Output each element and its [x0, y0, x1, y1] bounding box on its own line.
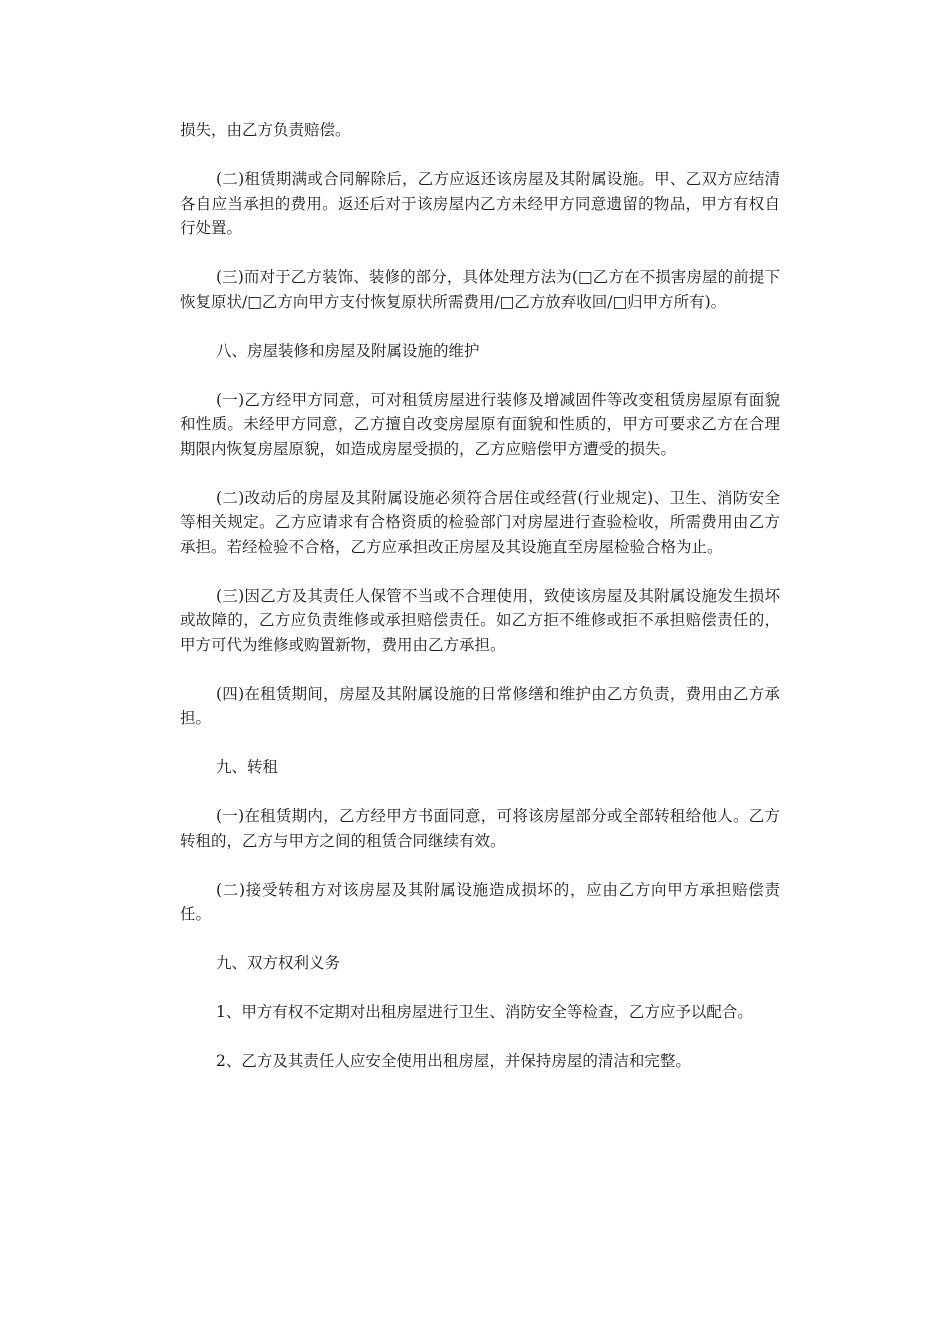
- document-body: [180, 118, 780, 1098]
- clause-paragraph: (二)租赁期满或合同解除后，乙方应返还该房屋及其附属设施。甲、乙双方应结清各自应当承担的费用。返还后对于该房屋内乙方未经甲方同意遗留的物品，甲方有权自行处置。: [180, 170, 780, 237]
- clause-paragraph: (三)因乙方及其责任人保管不当或不合理使用，致使该房屋及其附属设施发生损坏或故障的，乙方应负责维修或承担赔偿责任。如乙方拒不维修或拒不承担赔偿责任的，甲方可代为维修或购置新物，费用由乙方承担。: [180, 586, 780, 654]
- section-heading: 九、转租: [216, 758, 279, 776]
- section-heading: 八、房屋装修和房屋及附属设施的维护: [216, 341, 480, 360]
- section-heading: 九、双方权利义务: [216, 954, 341, 972]
- clause-paragraph: (三)而对于乙方装饰、装修的部分，具体处理方法为(□乙方在不损害房屋的前提下恢复原状/□乙方向甲方支付恢复原状所需费用/□乙方放弃收回/□归甲方所有)。: [180, 268, 780, 311]
- clause-paragraph: (一)在租赁期内，乙方经甲方书面同意，可将该房屋部分或全部转租给他人。乙方转租的，乙方与甲方之间的租赁合同继续有效。: [180, 807, 780, 850]
- clause-paragraph: (一)乙方经甲方同意，可对租赁房屋进行装修及增减固件等改变租赁房屋原有面貌和性质。未经甲方同意，乙方擅自改变房屋原有面貌和性质的，甲方可要求乙方在合理期限内恢复房屋原貌，如造成房屋受损的，乙方应赔偿甲方遭受的损失。: [180, 390, 780, 458]
- clause-paragraph: 1、甲方有权不定期对出租房屋进行卫生、消防安全等检查，乙方应予以配合。: [216, 1003, 753, 1021]
- clause-paragraph: 2、乙方及其责任人应安全使用出租房屋，并保持房屋的清洁和完整。: [216, 1052, 691, 1070]
- paragraph-continuation: 损失，由乙方负责赔偿。: [180, 121, 351, 139]
- clause-paragraph: (二)接受转租方对该房屋及其附属设施造成损坏的，应由乙方向甲方承担赔偿责任。: [180, 880, 780, 923]
- clause-paragraph: (二)改动后的房屋及其附属设施必须符合居住或经营(行业规定)、卫生、消防安全等相关规定。乙方应请求有合格资质的检验部门对房屋进行查验检收，所需费用由乙方承担。若经检验不合格，乙方应承担改正房屋及其设施直至房屋检验合格为止。: [180, 488, 780, 556]
- clause-paragraph: (四)在租赁期间，房屋及其附属设施的日常修缮和维护由乙方负责，费用由乙方承担。: [180, 684, 780, 727]
